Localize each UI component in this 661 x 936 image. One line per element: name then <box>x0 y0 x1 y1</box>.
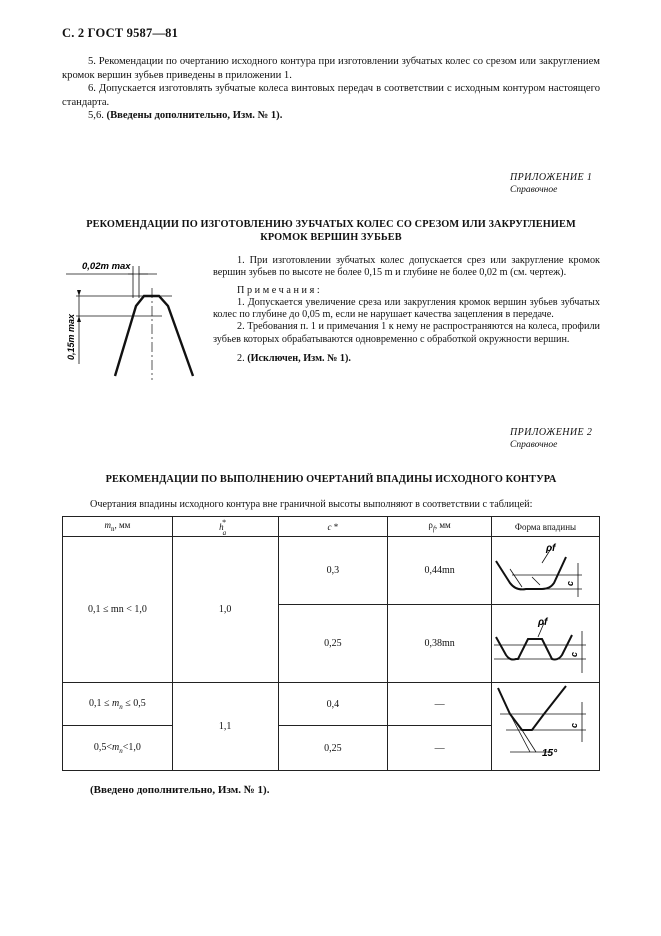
table-row <box>63 683 600 726</box>
header-rho: $\rho_f$, мм <box>388 517 492 537</box>
appendix-1-heading: РЕКОМЕНДАЦИИ ПО ИЗГОТОВЛЕНИЮ ЗУБЧАТЫХ КОЛЕС СО СРЕЗОМ ИЛИ ЗАКРУГЛЕНИЕМ КРОМОК ВЕРШИН ЗУБЬЕВ <box>86 219 576 243</box>
rho-label: ρf <box>538 617 548 628</box>
paragraph-5-text: 5. Рекомендации по очертанию исходного контура при изготовлении зубчатых колес со срезом или закруглением кромок вершин зубьев приведены в приложении 1. <box>62 56 600 81</box>
cell-c-row4: 0,25 <box>278 726 388 771</box>
paragraph-5 <box>62 55 600 82</box>
paragraph-6-text: 6. Допускается изготовлять зубчатые колеса винтовых передач в соответствии с исходным контуром настоящего стандарта. <box>62 83 600 108</box>
root-shape-double-icon <box>492 607 598 677</box>
appendix-1-type: Справочное <box>510 185 558 195</box>
paragraph-5-6-note <box>62 109 600 123</box>
appendix-1-body <box>213 255 600 365</box>
root-shape-table <box>62 516 600 771</box>
appendix-1-notes-title: Примечания: <box>237 284 323 296</box>
cell-mn-row3: $0,1 \le m_n \le 0,5$ <box>63 683 173 726</box>
cell-shape-row1 <box>491 537 599 605</box>
paragraph-5-6-prefix: 5,6. <box>88 110 104 121</box>
header-shape: Форма впадины <box>491 517 599 537</box>
cell-rho-row2: 0,38mn <box>388 605 492 683</box>
appendix-1-title: ПРИЛОЖЕНИЕ 1 <box>510 172 593 183</box>
cell-shape-row3 <box>491 683 599 771</box>
cell-mn-row4: $0,5<m_n<1,0$ <box>63 726 173 771</box>
table-header-row <box>63 517 600 537</box>
page-header: С. 2 ГОСТ 9587—81 <box>62 26 179 40</box>
appendix-2-title: ПРИЛОЖЕНИЕ 2 <box>510 427 593 438</box>
table-row <box>63 537 600 605</box>
appendix-1-item-2-bold: (Исключен, Изм. № 1). <box>247 353 351 365</box>
c-label: c <box>565 580 576 586</box>
header-mn: $m_n$, мм <box>63 517 173 537</box>
cell-rho-row1: 0,44mn <box>388 537 492 605</box>
appendix-2-label <box>510 426 592 452</box>
appendix-1-item-1: 1. При изготовлении зубчатых колес допускается срез или закругление кромок вершин зубьев по высоте не более 0,15 m и глубине не более 0,02 m (см. чертеж). <box>213 255 600 279</box>
appendix-2-intro: Очертания впадины исходного контура вне граничной высоты выполняют в соответствии с таблицей: <box>90 499 533 510</box>
appendix-2-type: Справочное <box>510 440 558 450</box>
paragraph-6 <box>62 82 600 109</box>
c-label: c <box>569 651 580 657</box>
appendix-1-note-2: 2. Требования п. 1 и примечания 1 к нему не распространяются на колеса, профили зубьев которых обрабатываются одновременно с обработкой окружности вершин. <box>213 321 600 345</box>
appendix-1-item-2 <box>213 353 600 365</box>
cell-ha-group2: 1,1 <box>172 683 278 771</box>
root-shape-rounded-icon <box>492 539 598 599</box>
header-c: c * <box>278 517 388 537</box>
appendix-1-item-2-prefix: 2. <box>237 353 245 365</box>
cell-ha-group1: 1,0 <box>172 537 278 683</box>
top-dimension-label: 0,02m max <box>82 261 131 272</box>
rho-label: ρf <box>546 543 556 554</box>
appendix-1-note-1: 1. Допускается увеличение среза или закругления кромок вершин зубьев зубчатых колес по глубине до 0,05 m, если не нарушает качества зацепления в передаче. <box>213 296 600 321</box>
cell-c-row1: 0,3 <box>278 537 388 605</box>
paragraph-5-6-bold: (Введены дополнительно, Изм. № 1). <box>106 110 283 121</box>
cell-c-row3: 0,4 <box>278 683 388 726</box>
cell-mn-group1: 0,1 ≤ mn < 1,0 <box>63 537 173 683</box>
cell-c-row2: 0,25 <box>278 605 388 683</box>
tooth-tip-chamfer-figure <box>62 252 212 380</box>
root-shape-angled-icon <box>492 684 598 766</box>
angle-label: 15° <box>542 748 558 759</box>
appendix-2-footer: (Введено дополнительно, Изм. № 1). <box>90 784 270 796</box>
side-dimension-label: 0,15m max <box>66 313 76 360</box>
header-ha: $h_a*$ <box>172 517 278 537</box>
cell-rho-row3: — <box>388 683 492 726</box>
cell-shape-row2 <box>491 605 599 683</box>
cell-rho-row4: — <box>388 726 492 771</box>
c-label: c <box>569 722 580 728</box>
appendix-1-label <box>510 171 592 197</box>
appendix-2-heading: РЕКОМЕНДАЦИИ ПО ВЫПОЛНЕНИЮ ОЧЕРТАНИЙ ВПАДИНЫ ИСХОДНОГО КОНТУРА <box>105 474 557 485</box>
